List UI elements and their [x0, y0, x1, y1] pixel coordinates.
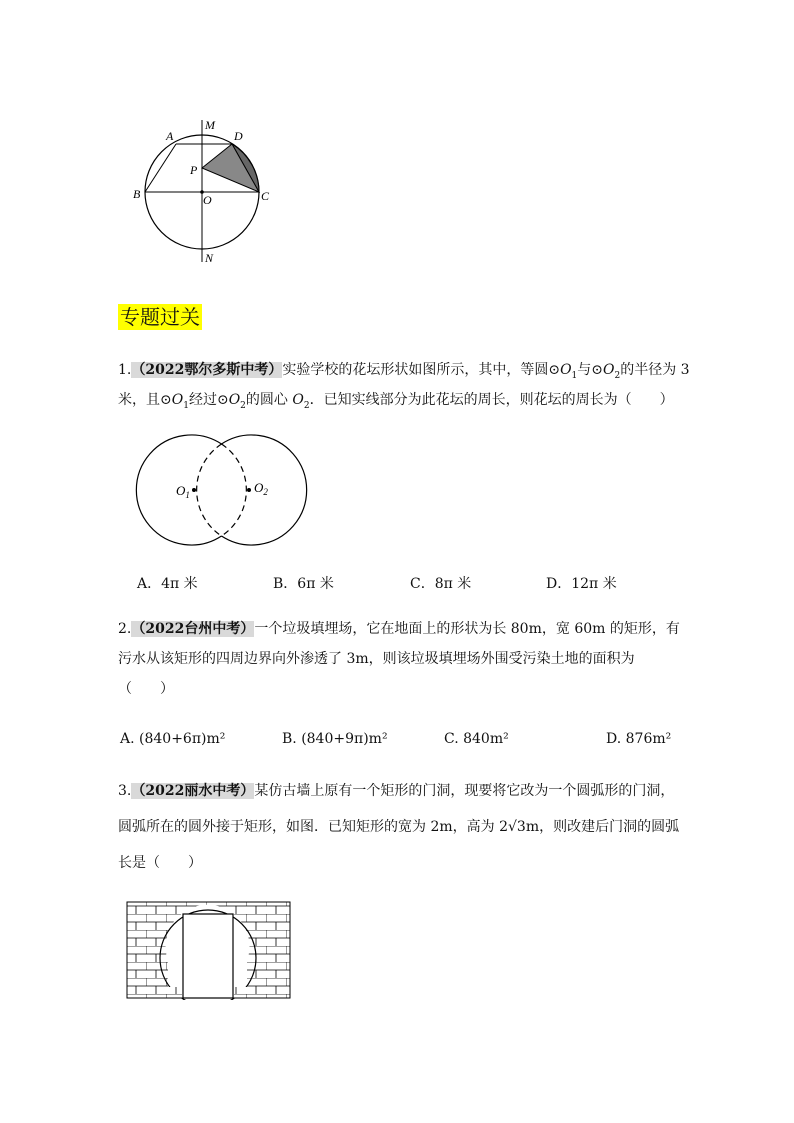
- q1-text-5: 经过⊙: [188, 392, 229, 408]
- label-o1: $O_1$: [176, 483, 190, 500]
- q3-source-tag: （2022丽水中考）: [131, 783, 255, 799]
- q2-source-tag: （2022台州中考）: [131, 621, 255, 637]
- q1-text-4: 米，且⊙: [118, 392, 172, 408]
- label-n: N: [205, 251, 214, 265]
- label-m: M: [205, 118, 215, 132]
- q2-line-3: （ ）: [118, 681, 174, 697]
- q1-text-3: 的半径为 3: [620, 362, 690, 378]
- q1-o1: O: [560, 362, 572, 378]
- q1-o2c-sub: 2: [303, 400, 310, 411]
- q1-o2b: O: [228, 392, 241, 408]
- q2-option-b[interactable]: B. (840+9π)m²: [282, 731, 388, 747]
- q1-number: 1.: [118, 362, 132, 378]
- q2-option-d[interactable]: D. 876m²: [606, 731, 672, 747]
- q1-o1-sub: 1: [571, 370, 578, 381]
- q1-option-d[interactable]: D．12π 米: [546, 576, 617, 592]
- label-c: C: [261, 189, 270, 203]
- q1-option-b[interactable]: B．6π 米: [273, 576, 334, 592]
- q2-option-a[interactable]: A. (840+6π)m²: [120, 731, 226, 747]
- q2-line-2: 污水从该矩形的四周边界向外渗透了 3m，则该垃圾填埋场外围受污染土地的面积为: [118, 651, 635, 667]
- q1-line-2: [118, 389, 674, 411]
- q1-text-7: ．已知实线部分为此花坛的周长，则花坛的周长为（ ）: [309, 392, 674, 408]
- q1-text-2: 与⊙: [577, 362, 604, 378]
- q2-number: 2.: [118, 621, 132, 637]
- q1-o2b-sub: 2: [240, 400, 246, 411]
- label-a: A: [166, 129, 174, 143]
- label-p: P: [190, 163, 198, 177]
- question-1: [118, 359, 690, 411]
- q1-line-1: [118, 359, 690, 381]
- label-d: D: [234, 129, 243, 143]
- figure-two-circles: [130, 422, 320, 562]
- q3-line-1: [118, 780, 674, 800]
- q1-option-a[interactable]: A．4π 米: [137, 576, 198, 592]
- q1-o2-sub: 2: [614, 370, 621, 381]
- q2-line-1: [118, 618, 680, 638]
- q2-text-1: 一个垃圾填埋场，它在地面上的形状为长 80m，宽 60m 的矩形，有: [254, 621, 680, 637]
- q1-option-c[interactable]: C．8π 米: [410, 576, 472, 592]
- label-o2: $O_2$: [254, 480, 268, 497]
- section-title: 专题过关: [120, 305, 200, 329]
- question-3: [118, 780, 688, 870]
- q1-o2: O: [603, 362, 615, 378]
- q2-option-c[interactable]: C. 840m²: [444, 731, 509, 747]
- q3-number: 3.: [118, 783, 132, 799]
- q3-line-2: 圆弧所在的圆外接于矩形，如图．已知矩形的宽为 2m，高为 2√3m，则改建后门洞的圆弧: [118, 819, 680, 835]
- q1-o1b: O: [171, 392, 184, 408]
- q1-source-tag: （2022鄂尔多斯中考）: [131, 362, 283, 378]
- q1-o2c: O: [292, 392, 304, 408]
- label-o: O: [203, 193, 212, 207]
- q3-line-3: 长是（ ）: [118, 855, 202, 871]
- q1-text-6: 的圆心: [245, 392, 293, 408]
- label-b: B: [133, 187, 141, 201]
- question-2: [118, 618, 688, 698]
- q1-o1b-sub: 1: [183, 400, 189, 411]
- q1-text-1: 实验学校的花坛形状如图所示，其中，等圆⊙: [282, 362, 561, 378]
- figure-circle-abcd: [128, 112, 278, 272]
- figure-brick-doorway: [126, 898, 292, 1000]
- q3-text-1: 某仿古墙上原有一个矩形的门洞，现要将它改为一个圆弧形的门洞，: [254, 783, 675, 799]
